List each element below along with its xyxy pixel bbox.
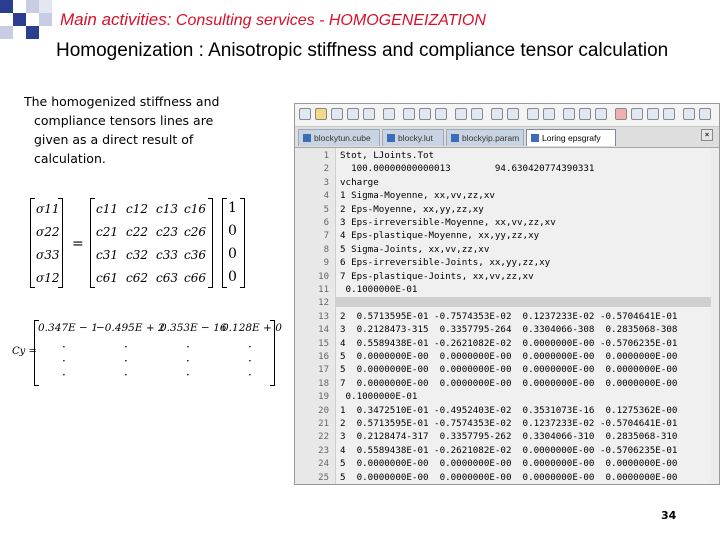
cy-dot: · bbox=[124, 340, 128, 354]
deco-square bbox=[26, 0, 39, 13]
code-line: 5 0.0000000E-00 0.0000000E-00 0.0000000E-00 0.0000000E-00 bbox=[340, 364, 678, 376]
cy-dot: · bbox=[62, 340, 66, 354]
line-number: 20 bbox=[318, 405, 329, 416]
line-number: 3 bbox=[323, 177, 329, 188]
line-number: 23 bbox=[318, 445, 329, 456]
new-file-icon[interactable] bbox=[299, 108, 311, 120]
code-line: 4 Eps-plastique-Moyenne, xx,yy,zz,xy bbox=[340, 230, 540, 242]
code-line: 2 0.5713595E-01 -0.7574353E-02 0.1237233E-02 -0.5704641E-01 bbox=[340, 418, 678, 429]
line-number: 12 bbox=[318, 298, 329, 309]
sigma-entry: σ11 bbox=[36, 202, 60, 216]
c-entry: c16 bbox=[184, 202, 206, 216]
code-line: 5 0.0000000E-00 0.0000000E-00 0.0000000E-00 0.0000000E-00 bbox=[340, 471, 678, 483]
code-line: 4 0.5589438E-01 -0.2621082E-02 0.0000000E-00 -0.5706235E-01 bbox=[340, 444, 678, 456]
line-number: 21 bbox=[318, 419, 329, 429]
cy-dot: · bbox=[62, 368, 66, 382]
code-line: 3 Eps-irreversible-Moyenne, xx,vv,zz,xv bbox=[340, 217, 556, 228]
c-entry: c23 bbox=[156, 225, 178, 239]
editor-text-area[interactable] bbox=[336, 148, 719, 484]
sigma-entry: σ33 bbox=[36, 248, 60, 262]
deco-square bbox=[0, 26, 13, 39]
title-rest: Consulting services - HOMOGENEIZATION bbox=[171, 12, 486, 29]
code-line: 1 0.3472510E-01 -0.4952403E-02 0.3531073E-16 0.1275362E-00 bbox=[340, 404, 678, 416]
cy-dot: · bbox=[248, 340, 252, 354]
cy-dot: · bbox=[62, 354, 66, 368]
line-number-gutter bbox=[295, 148, 336, 484]
code-line: vcharge bbox=[340, 176, 379, 188]
c-entry: c26 bbox=[184, 225, 206, 239]
cy-entry: −0.495E + 2 bbox=[96, 322, 165, 334]
code-line: 2 0.5713595E-01 -0.7574353E-02 0.1237233E-02 -0.5704641E-01 bbox=[340, 310, 678, 322]
description-line: calculation. bbox=[34, 151, 106, 166]
c-entry: c13 bbox=[156, 202, 178, 216]
print-icon[interactable] bbox=[383, 108, 395, 120]
save-all-icon[interactable] bbox=[347, 108, 359, 120]
code-line: 3 0.2128474-317 0.3357795-262 0.3304066-310 0.2835068-310 bbox=[340, 431, 678, 443]
cy-dot: · bbox=[124, 354, 128, 368]
sigma-entry: σ22 bbox=[36, 225, 60, 239]
indent-icon[interactable] bbox=[595, 108, 607, 120]
file-icon bbox=[303, 134, 311, 142]
code-line: 100.00000000000013 94.630420774390331 bbox=[340, 163, 595, 175]
bracket-left bbox=[222, 198, 227, 288]
tab-file-active[interactable] bbox=[526, 129, 616, 146]
line-number: 19 bbox=[318, 392, 329, 403]
description-line: The homogenized stiffness and bbox=[24, 94, 220, 109]
c-entry: c22 bbox=[126, 225, 148, 239]
deco-square bbox=[39, 13, 52, 26]
cy-dot: · bbox=[186, 340, 190, 354]
cy-entry: 0.128E + 0 bbox=[222, 322, 282, 334]
tab-file[interactable] bbox=[298, 129, 380, 146]
eps-entry: 0 bbox=[228, 269, 237, 285]
copy-icon[interactable] bbox=[419, 108, 431, 120]
vertical-scrollbar[interactable] bbox=[711, 148, 719, 484]
replace-icon[interactable] bbox=[507, 108, 519, 120]
tab-label: Loring epsgrafy bbox=[542, 133, 601, 143]
line-number: 5 bbox=[323, 204, 329, 215]
cy-entry: 0.353E − 16 bbox=[160, 322, 227, 334]
deco-square bbox=[26, 26, 39, 39]
c-entry: c32 bbox=[126, 248, 148, 262]
bracket-right bbox=[208, 198, 213, 288]
close-tab-button[interactable] bbox=[701, 129, 713, 141]
line-number: 25 bbox=[318, 472, 329, 483]
c-entry: c66 bbox=[184, 271, 206, 285]
compliance-matrix-equation bbox=[12, 318, 282, 388]
settings-icon[interactable] bbox=[699, 108, 711, 120]
page-number: 34 bbox=[661, 509, 677, 522]
c-entry: c63 bbox=[156, 271, 178, 285]
line-number: 1 bbox=[323, 151, 329, 161]
c-entry: c36 bbox=[184, 248, 206, 262]
eps-entry: 1 bbox=[228, 200, 237, 216]
bracket-left bbox=[90, 198, 95, 288]
c-entry: c11 bbox=[96, 202, 118, 216]
c-entry: c33 bbox=[156, 248, 178, 262]
spell-check-icon[interactable] bbox=[683, 108, 695, 120]
c-entry: c62 bbox=[126, 271, 148, 285]
tab-label: blocky.lut bbox=[398, 133, 433, 143]
macro-record-icon[interactable] bbox=[615, 108, 627, 120]
cy-dot: · bbox=[124, 368, 128, 382]
stiffness-matrix-equation bbox=[30, 196, 280, 292]
line-number: 4 bbox=[323, 191, 329, 202]
highlighted-line bbox=[336, 297, 719, 307]
code-line: 7 Eps-plastique-Joints, xx,vv,zz,xv bbox=[340, 270, 534, 282]
cy-entry: 0.347E − 1 bbox=[38, 322, 98, 334]
undo-icon[interactable] bbox=[455, 108, 467, 120]
wrap-icon[interactable] bbox=[579, 108, 591, 120]
equals-sign: = bbox=[72, 236, 84, 252]
editor-toolbar bbox=[295, 104, 719, 127]
line-number: 22 bbox=[318, 432, 329, 443]
cut-icon[interactable] bbox=[403, 108, 415, 120]
description-text bbox=[24, 92, 244, 168]
cy-dot: · bbox=[248, 368, 252, 382]
find-icon[interactable] bbox=[491, 108, 503, 120]
deco-square bbox=[39, 0, 52, 13]
code-line: 6 Eps-irreversible-Joints, xx,yy,zz,xy bbox=[340, 257, 551, 269]
code-line: 7 0.0000000E-00 0.0000000E-00 0.0000000E-00 0.0000000E-00 bbox=[340, 377, 678, 389]
redo-icon[interactable] bbox=[471, 108, 483, 120]
title-prefix: Main activities: bbox=[60, 10, 172, 29]
code-line: 1 Sigma-Moyenne, xx,vv,zz,xv bbox=[340, 190, 495, 202]
eps-entry: 0 bbox=[228, 223, 237, 239]
code-line: 5 Sigma-Joints, xx,vv,zz,xv bbox=[340, 243, 490, 255]
close-icon: × bbox=[704, 130, 710, 139]
tab-label: blockytun.cube bbox=[314, 133, 371, 143]
close-file-icon[interactable] bbox=[363, 108, 375, 120]
line-number: 2 bbox=[323, 164, 329, 175]
line-number: 13 bbox=[318, 311, 329, 322]
line-number: 14 bbox=[318, 325, 329, 336]
c-entry: c21 bbox=[96, 225, 118, 239]
cy-dot: · bbox=[186, 368, 190, 382]
sigma-entry: σ12 bbox=[36, 271, 60, 285]
save-icon[interactable] bbox=[331, 108, 343, 120]
macro-play-icon[interactable] bbox=[647, 108, 659, 120]
description-line: compliance tensors lines are bbox=[34, 113, 214, 128]
code-line: 3 0.2128473-315 0.3357795-264 0.3304066-308 0.2835068-308 bbox=[340, 324, 678, 336]
zoom-out-icon[interactable] bbox=[543, 108, 555, 120]
line-number: 24 bbox=[318, 459, 329, 470]
line-number: 11 bbox=[318, 285, 329, 295]
eps-entry: 0 bbox=[228, 246, 237, 262]
code-line: 2 Eps-Moyenne, xx,yy,zz,xy bbox=[340, 203, 484, 215]
macro-stop-icon[interactable] bbox=[631, 108, 643, 120]
cy-dot: · bbox=[248, 354, 252, 368]
line-number: 6 bbox=[323, 218, 329, 228]
cy-label: Cy = bbox=[12, 346, 37, 357]
c-entry: c31 bbox=[96, 248, 118, 262]
file-icon bbox=[387, 134, 395, 142]
line-number: 7 bbox=[323, 231, 329, 242]
file-icon bbox=[451, 134, 459, 142]
line-number: 16 bbox=[318, 352, 329, 362]
line-number: 9 bbox=[323, 258, 329, 269]
code-line: Stot, LJoints.Tot bbox=[340, 150, 435, 161]
c-entry: c12 bbox=[126, 202, 148, 216]
code-line: 5 0.0000000E-00 0.0000000E-00 0.0000000E-00 0.0000000E-00 bbox=[340, 351, 678, 362]
macro-save-icon[interactable] bbox=[663, 108, 675, 120]
zoom-in-icon[interactable] bbox=[527, 108, 539, 120]
text-editor-window bbox=[294, 103, 720, 485]
bracket-right bbox=[240, 198, 245, 288]
code-line: 5 0.0000000E-00 0.0000000E-00 0.0000000E-00 0.0000000E-00 bbox=[340, 458, 678, 470]
deco-square bbox=[13, 13, 26, 26]
cy-dot: · bbox=[186, 354, 190, 368]
page-subtitle: Homogenization : Anisotropic stiffness and compliance tensor calculation bbox=[56, 40, 669, 61]
code-line: 0.1000000E-01 bbox=[340, 391, 418, 403]
tab-label: blockyip.param bbox=[462, 133, 520, 143]
line-number: 8 bbox=[323, 244, 329, 255]
code-line: 0.1000000E-01 bbox=[340, 284, 418, 295]
sync-icon[interactable] bbox=[563, 108, 575, 120]
file-icon bbox=[531, 134, 539, 142]
code-line: 4 0.5589438E-01 -0.2621082E-02 0.0000000E-00 -0.5706235E-01 bbox=[340, 337, 678, 349]
line-number: 15 bbox=[318, 338, 329, 349]
tab-file[interactable] bbox=[446, 129, 524, 146]
open-folder-icon[interactable] bbox=[315, 108, 327, 120]
line-number: 10 bbox=[318, 271, 329, 282]
line-number: 17 bbox=[318, 365, 329, 376]
line-number: 18 bbox=[318, 378, 329, 389]
description-line: given as a direct result of bbox=[34, 132, 194, 147]
page-title bbox=[60, 10, 486, 30]
bracket-left bbox=[30, 198, 35, 288]
deco-square bbox=[0, 0, 13, 13]
editor-tab-bar bbox=[295, 127, 719, 148]
paste-icon[interactable] bbox=[435, 108, 447, 120]
tab-file[interactable] bbox=[382, 129, 444, 146]
c-entry: c61 bbox=[96, 271, 118, 285]
